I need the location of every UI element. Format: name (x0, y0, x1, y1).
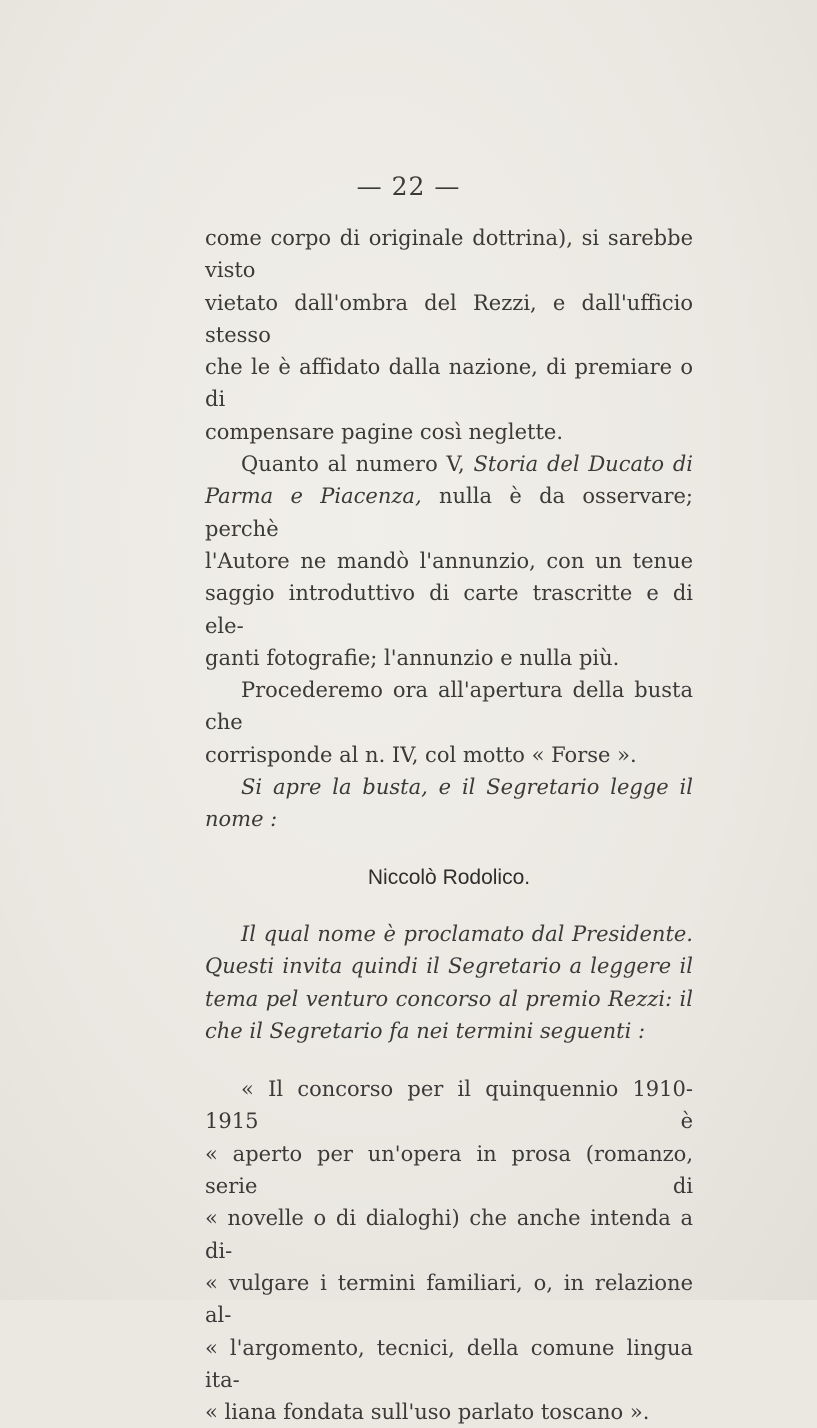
page-body (205, 222, 693, 1428)
text-line: Questi invita quindi il Segretario a leggere il (205, 954, 693, 979)
text-line: « aperto per un'opera in prosa (romanzo, serie di (205, 1141, 693, 1199)
text-line: che le è affidato dalla nazione, di premiare o di (205, 355, 693, 412)
text-line: Il qual nome è proclamato dal Presidente. (241, 921, 693, 946)
text-line: corrisponde al n. IV, col motto « Forse ». (205, 742, 637, 767)
text-line: Parma e Piacenza, nulla è da osservare; perchè (205, 484, 693, 541)
text-line: l'Autore ne mandò l'annunzio, con un tenue (205, 548, 693, 573)
text-line: Si apre la busta, e il Segretario legge il (241, 775, 693, 800)
text-line: nome : (205, 807, 278, 832)
text-line: « l'argomento, tecnici, della comune lingua ita- (205, 1335, 693, 1392)
page-number: — 22 — (356, 172, 461, 201)
text-line: compensare pagine così neglette. (205, 419, 563, 444)
text-line: tema pel venturo concorso al premio Rezzi: il (205, 986, 693, 1011)
text-line: saggio introduttivo di carte trascritte e di ele- (205, 581, 693, 638)
text-line: come corpo di originale dottrina), si sarebbe visto (205, 226, 693, 283)
text-line: vietato dall'ombra del Rezzi, e dall'ufficio stesso (205, 290, 693, 347)
text-line: « liana fondata sull'uso parlato toscano ». (205, 1400, 650, 1425)
text-line: « Il concorso per il quinquennio 1910-1915 è (205, 1077, 693, 1134)
text-line: ganti fotografie; l'annunzio e nulla più. (205, 645, 620, 670)
text-line: « vulgare i termini familiari, o, in relazione al- (205, 1270, 693, 1328)
text-line: « novelle o di dialoghi) che anche intenda a di- (205, 1206, 693, 1263)
text-line: Quanto al numero V, Storia del Ducato di (241, 452, 693, 477)
text-line: Procederemo ora all'apertura della busta che (205, 678, 693, 735)
proclaimed-name: Niccolò Rodolico. (367, 865, 531, 889)
text-line: che il Segretario fa nei termini seguenti : (205, 1018, 646, 1043)
spacer (205, 1047, 693, 1073)
